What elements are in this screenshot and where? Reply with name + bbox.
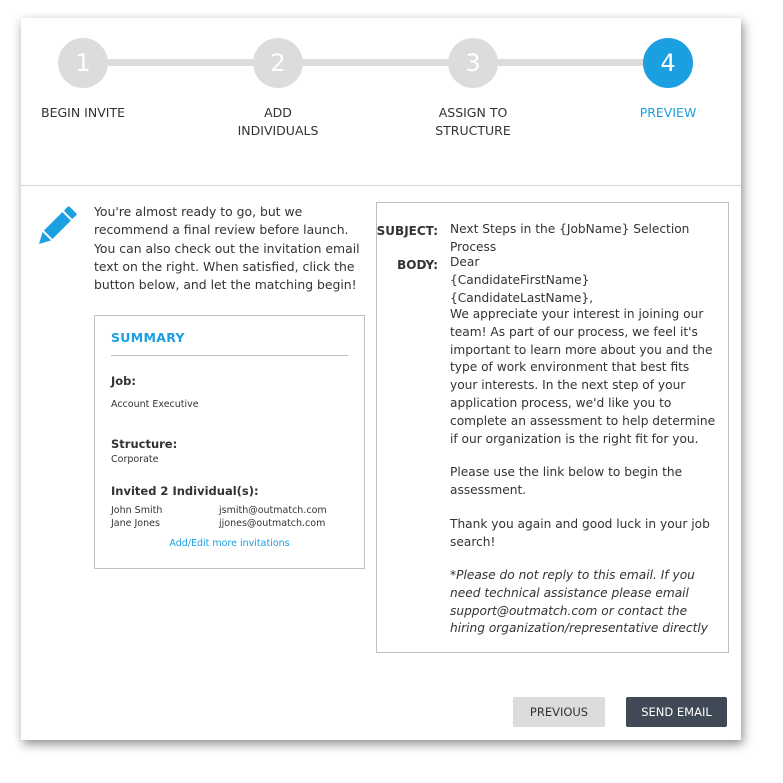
- summary-panel: [94, 315, 365, 569]
- invited-label: Invited 2 Individual(s):: [111, 484, 259, 498]
- step-3-label-line1: ASSIGN TO: [438, 105, 508, 120]
- subject-label: SUBJECT:: [376, 224, 438, 238]
- progress-stepper: [21, 18, 741, 186]
- step-1-circle[interactable]: 1: [58, 38, 108, 88]
- invite-wizard-card: [21, 18, 741, 740]
- summary-title: SUMMARY: [111, 330, 185, 345]
- intro-text: You're almost ready to go, but we recommend a final review before launch. You can also check out the invitation email text on the right. When satisfied, click the button below, and let the matching begin!: [94, 204, 360, 293]
- add-edit-invitations-link[interactable]: Add/Edit more invitations: [169, 538, 290, 549]
- stepper-track: [82, 59, 669, 66]
- email-paragraph-2: Please use the link below to begin the assessment.: [450, 465, 683, 497]
- send-email-button[interactable]: SEND EMAIL: [626, 697, 727, 727]
- email-note: *Please do not reply to this email. If you need technical assistance please email support@outmatch.com or contact the hiring organization/representative directly: [450, 568, 708, 636]
- header-divider: [21, 185, 741, 186]
- step-4-label-line1: PREVIEW: [639, 105, 697, 120]
- invitee-email: jjones@outmatch.com: [219, 518, 326, 529]
- previous-button[interactable]: PREVIOUS: [513, 697, 605, 727]
- step-3-label: [398, 104, 548, 140]
- step-2-label-line2: INDIVIDUALS: [237, 123, 319, 138]
- step-1-label-line1: BEGIN INVITE: [41, 105, 125, 120]
- subject-value: Next Steps in the {JobName} Selection Process: [450, 222, 690, 254]
- email-greeting: Dear {CandidateFirstName} {CandidateLastName},: [450, 255, 594, 305]
- pencil-icon: [33, 204, 79, 250]
- job-label: Job:: [111, 374, 137, 388]
- summary-divider: [111, 355, 348, 356]
- invitee-email: jsmith@outmatch.com: [219, 505, 327, 516]
- body-label: BODY:: [397, 258, 438, 272]
- structure-value: Corporate: [111, 454, 159, 465]
- step-4-label: [593, 104, 743, 122]
- invitee-name: John Smith: [111, 505, 163, 516]
- email-preview-panel: [376, 202, 729, 653]
- structure-label: Structure:: [111, 437, 178, 451]
- email-paragraph-1: We appreciate your interest in joining our team! As part of our process, we feel it's important to learn more about you and the type of work environment that best fits your interests. In the next step of your application process, we'd like you to complete an assessment to help determine if our organization is the right fit for you.: [450, 307, 716, 446]
- step-3-label-line2: STRUCTURE: [435, 123, 511, 138]
- invitee-name: Jane Jones: [111, 518, 160, 529]
- email-paragraph-3: Thank you again and good luck in your job search!: [450, 517, 710, 549]
- step-2-label: [203, 104, 353, 140]
- step-3-circle[interactable]: 3: [448, 38, 498, 88]
- step-2-circle[interactable]: 2: [253, 38, 303, 88]
- step-1-label: [8, 104, 158, 122]
- job-value: Account Executive: [111, 399, 199, 410]
- step-2-label-line1: ADD: [264, 105, 292, 120]
- step-4-circle[interactable]: 4: [643, 38, 693, 88]
